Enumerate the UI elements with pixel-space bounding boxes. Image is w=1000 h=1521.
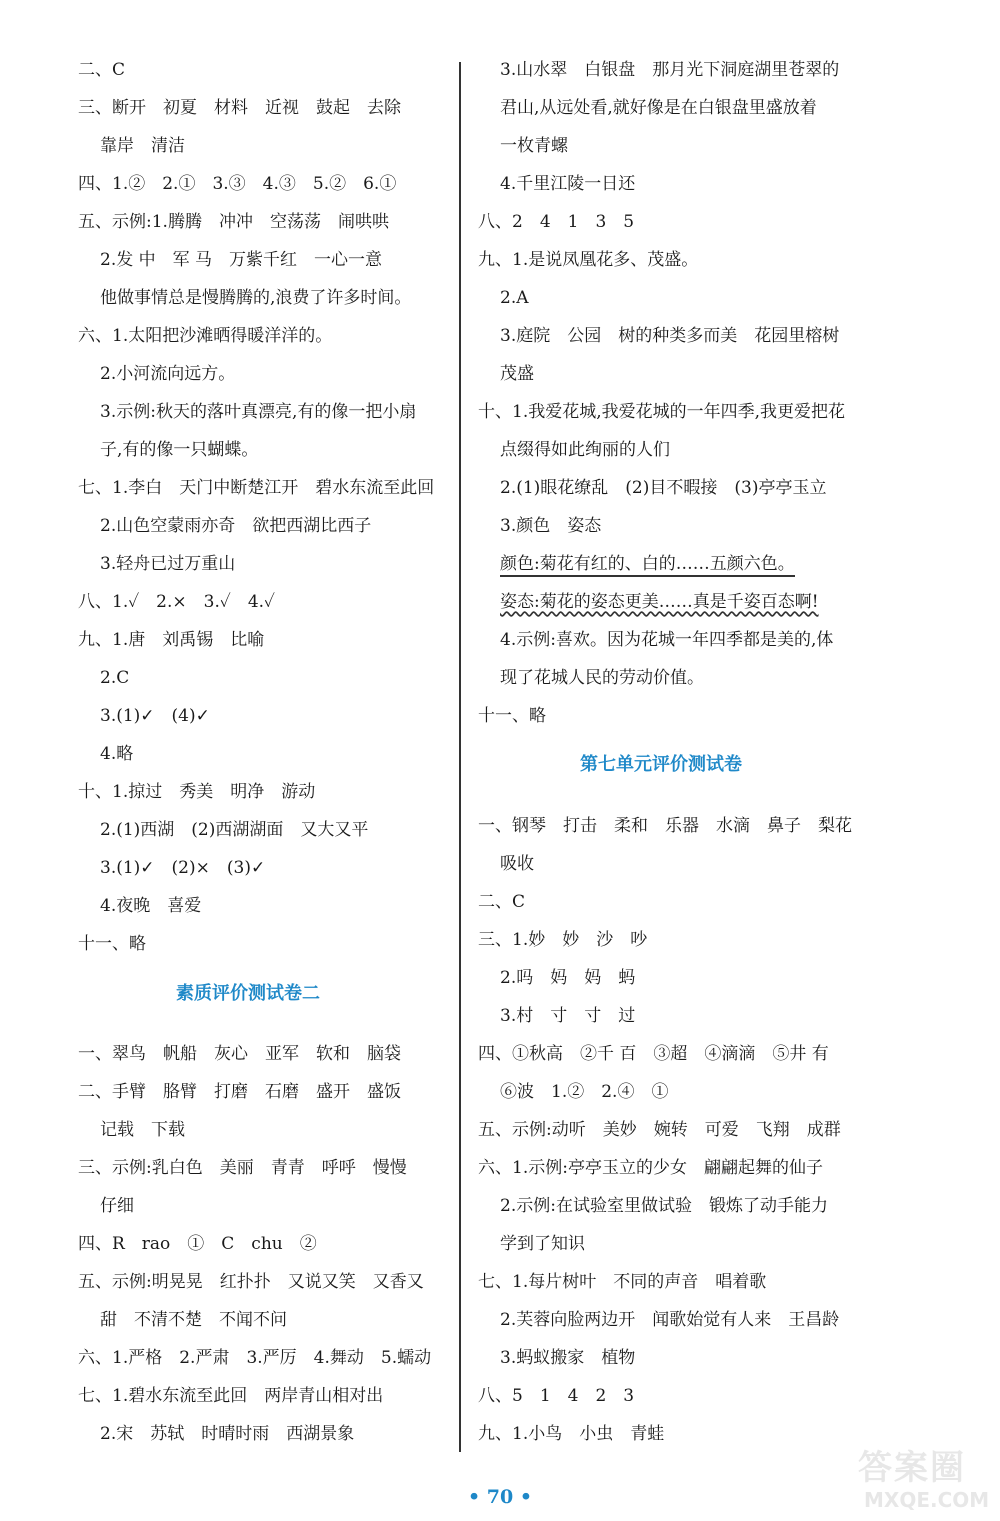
answer-line: 2.山色空蒙雨亦奇 欲把西湖比西子	[100, 516, 372, 536]
answer-line: 三、1.妙 妙 沙 吵	[478, 930, 648, 950]
watermark-logo	[858, 1440, 990, 1516]
answer-line: 六、1.太阳把沙滩晒得暖洋洋的。	[78, 326, 333, 346]
answer-line: 他做事情总是慢腾腾的,浪费了许多时间。	[100, 288, 412, 308]
answer-line: 七、1.每片树叶 不同的声音 唱着歌	[478, 1272, 767, 1292]
answer-line: 四、1.② 2.① 3.③ 4.③ 5.② 6.①	[78, 174, 397, 194]
answer-line: 3.(1)✓ (2)× (3)✓	[100, 858, 266, 878]
answer-line: 3.颜色 姿态	[500, 516, 602, 536]
answer-line: 子,有的像一只蝴蝶。	[100, 440, 259, 460]
answer-line: 三、断开 初夏 材料 近视 鼓起 去除	[78, 98, 401, 118]
answer-line-wavy: 姿态:菊花的姿态更美……真是千姿百态啊!	[500, 592, 819, 612]
watermark-text: 答案圈	[858, 1448, 966, 1488]
answer-line: 3.山水翠 白银盘 那月光下洞庭湖里苍翠的	[500, 60, 840, 80]
answer-line: 3.(1)✓ (4)✓	[100, 706, 210, 726]
answer-line: 六、1.示例:亭亭玉立的少女 翩翩起舞的仙子	[478, 1158, 823, 1178]
answer-line: 一、翠鸟 帆船 灰心 亚军 软和 脑袋	[78, 1044, 401, 1064]
answer-line: 九、1.是说凤凰花多、茂盛。	[478, 250, 699, 270]
answer-line: 十、1.掠过 秀美 明净 游动	[78, 782, 316, 802]
answer-line: 一枚青螺	[500, 136, 568, 156]
answer-line-underlined: 颜色:菊花有红的、白的……五颜六色。	[500, 554, 795, 576]
answer-line: 十一、略	[478, 706, 546, 726]
answer-line: 2.小河流向远方。	[100, 364, 236, 384]
answer-line: 4.千里江陵一日还	[500, 174, 636, 194]
answer-line: 八、1.✓ 2.× 3.✓ 4.✓	[78, 592, 276, 612]
answer-line: 七、1.李白 天门中断楚江开 碧水东流至此回	[78, 478, 435, 498]
answer-line: 3.庭院 公园 树的种类多而美 花园里榕树	[500, 326, 840, 346]
answer-line: 君山,从远处看,就好像是在白银盘里盛放着	[500, 98, 817, 118]
column-divider	[459, 62, 461, 1452]
answer-line: 五、示例:动听 美妙 婉转 可爱 飞翔 成群	[478, 1120, 841, 1140]
answer-line: 3.轻舟已过万重山	[100, 554, 236, 574]
answer-line: 甜 不清不楚 不闻不问	[100, 1310, 287, 1330]
watermark-url: MXQE.COM	[864, 1488, 990, 1512]
answer-line: 2.A	[500, 288, 529, 308]
answer-line: 2.芙蓉向脸两边开 闻歌始觉有人来 王昌龄	[500, 1310, 840, 1330]
answer-line: 3.蚂蚁搬家 植物	[500, 1348, 636, 1368]
answer-line: 四、①秋高 ②千 百 ③超 ④滴滴 ⑤井 有	[478, 1044, 829, 1064]
answer-line: 八、2 4 1 3 5	[478, 212, 635, 232]
section-title: 第七单元评价测试卷	[580, 754, 742, 775]
answer-line: 二、手臂 胳臂 打磨 石磨 盛开 盛饭	[78, 1082, 401, 1102]
answer-line: 3.示例:秋天的落叶真漂亮,有的像一把小扇	[100, 402, 417, 422]
answer-line: 六、1.严格 2.严肃 3.严厉 4.舞动 5.蠕动	[78, 1348, 432, 1368]
answer-line: 仔细	[100, 1196, 134, 1216]
answer-line: 4.略	[100, 744, 134, 764]
answer-line: 现了花城人民的劳动价值。	[500, 668, 704, 688]
answer-line: 五、示例:明晃晃 红扑扑 又说又笑 又香又	[78, 1272, 424, 1292]
answer-line: 四、R rao ① C chu ②	[78, 1234, 317, 1254]
answer-line: 二、C	[78, 60, 126, 80]
answer-line: 十一、略	[78, 934, 146, 954]
answer-line: 三、示例:乳白色 美丽 青青 呼呼 慢慢	[78, 1158, 407, 1178]
answer-line: 二、C	[478, 892, 526, 912]
answer-line: ⑥波 1.② 2.④ ①	[500, 1082, 669, 1102]
answer-line: 3.村 寸 寸 过	[500, 1006, 636, 1026]
section-title: 素质评价测试卷二	[176, 983, 320, 1004]
answer-line: 2.发 中 军 马 万紫千红 一心一意	[100, 250, 383, 270]
answer-line: 五、示例:1.腾腾 冲冲 空荡荡 闹哄哄	[78, 212, 389, 232]
answer-line: 学到了知识	[500, 1234, 585, 1254]
answer-line: 八、5 1 4 2 3	[478, 1386, 635, 1406]
answer-line: 吸收	[500, 854, 534, 874]
answer-line: 茂盛	[500, 364, 534, 384]
answer-line: 靠岸 清洁	[100, 136, 185, 156]
answer-line: 2.吗 妈 妈 蚂	[500, 968, 636, 988]
answer-line: 点缀得如此绚丽的人们	[500, 440, 670, 460]
answer-line: 七、1.碧水东流至此回 两岸青山相对出	[78, 1386, 384, 1406]
answer-line: 一、钢琴 打击 柔和 乐器 水滴 鼻子 梨花	[478, 816, 852, 836]
answer-line: 十、1.我爱花城,我爱花城的一年四季,我更爱把花	[478, 402, 846, 422]
answer-line: 2.(1)眼花缭乱 (2)目不暇接 (3)亭亭玉立	[500, 478, 827, 498]
page-number: • 70 •	[468, 1486, 532, 1508]
answer-line: 九、1.小鸟 小虫 青蛙	[478, 1424, 665, 1444]
answer-line: 2.宋 苏轼 时晴时雨 西湖景象	[100, 1424, 355, 1444]
answer-line: 2.(1)西湖 (2)西湖湖面 又大又平	[100, 820, 369, 840]
answer-line: 2.示例:在试验室里做试验 锻炼了动手能力	[500, 1196, 828, 1216]
answer-line: 2.C	[100, 668, 130, 688]
answer-line: 记载 下载	[100, 1120, 185, 1140]
answer-line: 4.示例:喜欢。因为花城一年四季都是美的,体	[500, 630, 834, 650]
answer-line: 4.夜晚 喜爱	[100, 896, 202, 916]
answer-line: 九、1.唐 刘禹锡 比喻	[78, 630, 265, 650]
